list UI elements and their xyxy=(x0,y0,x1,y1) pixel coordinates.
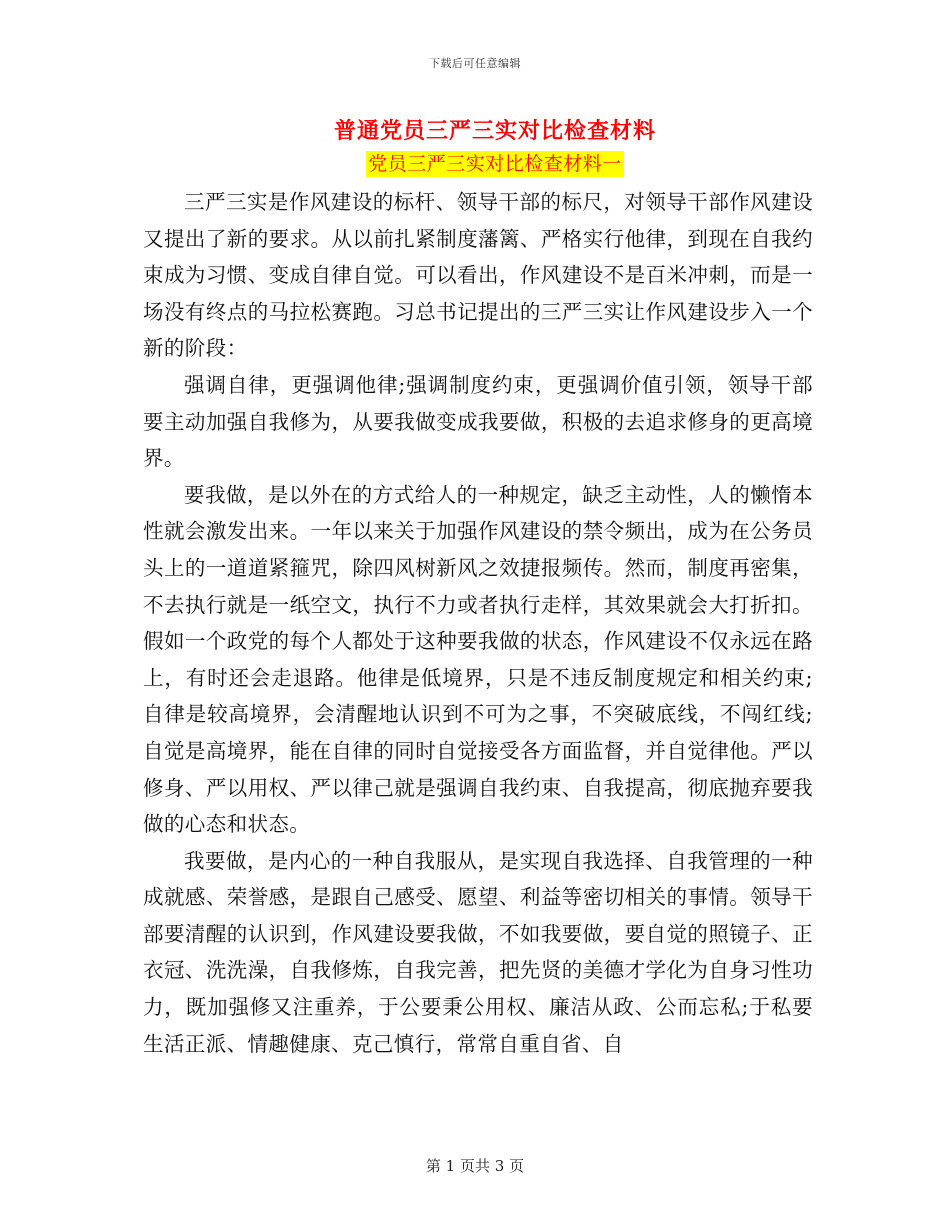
document-title: 普通党员三严三实对比检查材料 xyxy=(333,118,656,144)
document-subtitle: 党员三严三实对比检查材料一 xyxy=(368,153,622,175)
body-paragraph-2: 强调自律，更强调他律;强调制度约束，更强调价值引领，领导干部要主动加强自我修为，从要我做变成我要做，积极的去追求修身的更高境界。 xyxy=(143,372,813,471)
subtitle-container xyxy=(0,151,950,177)
page-number: 第 1 页共 3 页 xyxy=(425,1157,525,1175)
page-header-note: 下载后可任意编辑 xyxy=(429,57,521,70)
body-paragraph-3: 要我做，是以外在的方式给人的一种规定，缺乏主动性，人的懒惰本性就会激发出来。一年以来关于加强作风建设的禁令频出，成为在公务员头上的一道道紧箍咒，除四风树新风之效捷报频传。然而，制度再密集，不去执行就是一纸空文，执行不力或者执行走样，其效果就会大打折扣。假如一个政党的每个人都处于这种要我做的状态，作风建设不仅永远在路上，有时还会走退路。他律是低境界，只是不违反制度规定和相关约束;自律是较高境界，会清醒地认识到不可为之事，不突破底线，不闯红线;自觉是高境界，能在自律的同时自觉接受各方面监督，并自觉律他。严以修身、严以用权、严以律己就是强调自我约束、自我提高，彻底抛弃要我做的心态和状态。 xyxy=(143,482,813,837)
body-paragraph-1: 三严三实是作风建设的标杆、领导干部的标尺，对领导干部作风建设又提出了新的要求。从以前扎紧制度藩篱、严格实行他律，到现在自我约束成为习惯、变成自律自觉。可以看出，作风建设不是百米冲刺，而是一场没有终点的马拉松赛跑。习总书记提出的三严三实让作风建设步入一个新的阶段： xyxy=(143,190,813,361)
body-paragraph-4: 我要做，是内心的一种自我服从，是实现自我选择、自我管理的一种成就感、荣誉感，是跟自己感受、愿望、利益等密切相关的事情。领导干部要清醒的认识到，作风建设要我做，不如我要做，要自觉的照镜子、正衣冠、洗洗澡，自我修炼，自我完善，把先贤的美德才学化为自身习性功力，既加强修又注重养，于公要秉公用权、廉洁从政、公而忘私;于私要生活正派、情趣健康、克己慎行，常常自重自省、自 xyxy=(143,848,813,1056)
document-body xyxy=(143,184,813,1062)
